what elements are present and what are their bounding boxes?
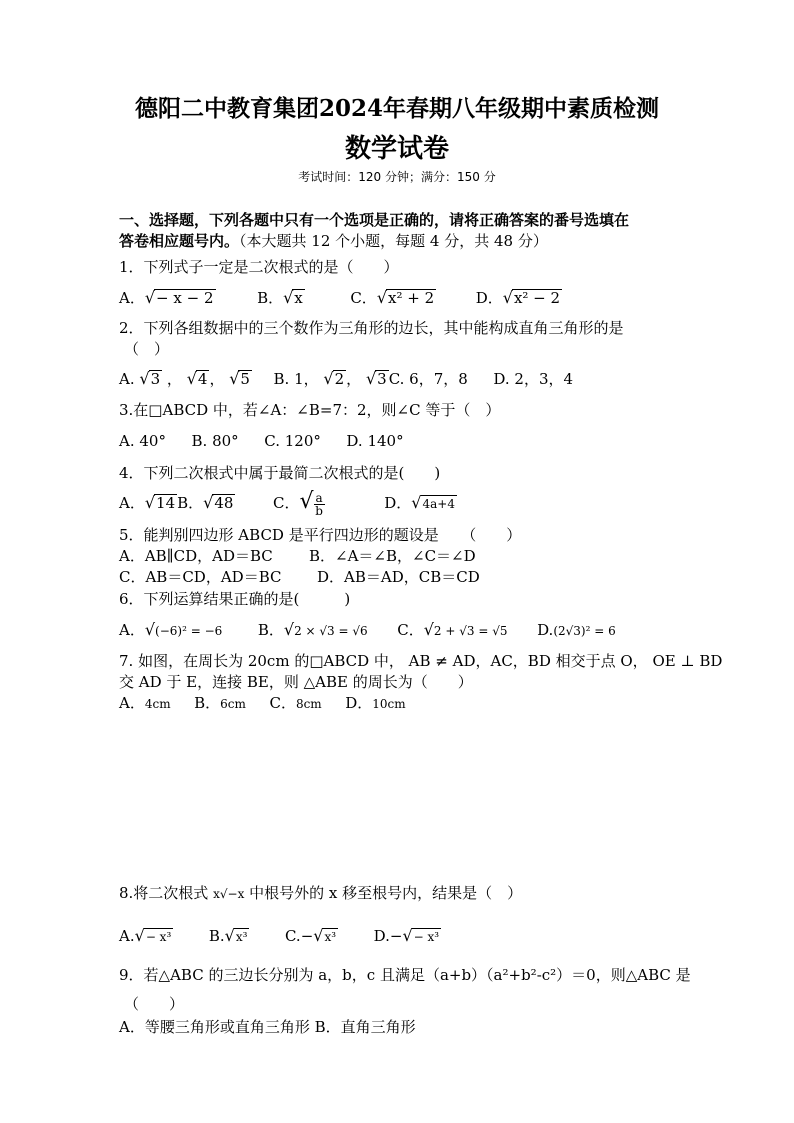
option-b-value-2: 3 [377,370,387,388]
option-c-label: C． [269,694,296,712]
section-heading-line2: 答卷相应题号内。 [119,232,240,250]
fraction-denominator: b [315,503,323,518]
option-b: B. 80° [191,432,239,450]
option-a-value: 4cm [144,697,171,711]
question-5-option-c: C．AB＝CD，AD＝BC [119,568,282,586]
option-b-label: B． [177,494,204,512]
question-5-option-a: A．AB∥CD，AD＝BC [119,547,273,565]
option-d-label: D． [345,694,373,712]
section-heading-line1: 一、选择题，下列各题中只有一个选项是正确的，请将正确答案的番号选填在 [119,211,630,229]
option-a-expression: (−6)² = −6 [155,624,223,638]
option-c-expression: 2 + √3 = √5 [433,624,508,638]
option-b-label: B． [257,621,284,639]
option-a-label: A． [119,621,145,639]
option-d-label: D. [373,927,390,945]
option-d-radicand: − x³ [413,930,440,944]
question-3-options [119,432,404,450]
question-8-stem-pre: 8.将二次根式 [119,884,214,902]
question-2-paren: （ ） [124,340,170,358]
option-a-value-3: 5 [240,370,250,388]
option-b-label: B． [257,289,284,307]
option-d-radicand: x² − 2 [513,289,561,307]
option-b-expression: 2 × √3 = √6 [294,624,368,638]
question-6-options: A．√(−6)² = −6 B．√2 × √3 = √6 C．√2 + √3 = √5 D.(2√3)² = 6 [119,620,616,639]
question-8-expression: x√−x [213,887,245,901]
page-subtitle: 数学试卷 [344,134,449,164]
question-6-stem: 6．下列运算结果正确的是( ) [119,590,351,608]
option-c: C. 6，7，8 [388,370,468,388]
option-d-expression: (2√3)² = 6 [553,624,616,638]
option-a-value-1: 3 [150,370,161,388]
option-d-label: D． [384,494,412,512]
option-d-value: 10cm [372,697,406,711]
option-a-value-2: 4 [197,370,208,388]
option-a-label: A． [119,289,145,307]
option-c-label: C. [284,927,301,945]
question-2-stem: 2．下列各组数据中的三个数作为三角形的边长，其中能构成直角三角形的是 [119,319,624,337]
option-b-label: B． [194,694,221,712]
section-note: （本大题共 12 个小题，每题 4 分，共 48 分） [239,232,548,250]
option-a-radicand: 14 [156,494,176,512]
option-a-radicand: − x − 2 [156,289,214,307]
option-a-label: A． [119,494,145,512]
option-b-radicand: 48 [214,494,234,512]
question-9-stem: 9．若△ABC 的三边长分别为 a，b，c 且满足（a+b）（a²+b²-c²）＝0，则△ABC 是 [119,966,691,984]
option-b-radicand: x [294,289,303,307]
option-a: A. 40° [119,432,166,450]
option-a-radicand: − x³ [145,930,172,944]
question-1-stem: 1．下列式子一定是二次根式的是（ ） [119,258,399,276]
option-d-label: D. [537,621,554,639]
option-b-label: B. 1， [273,370,319,388]
question-7-line2: 交 AD 于 E，连接 BE，则 △ABE 的周长为（ ） [119,673,473,691]
option-c: C. 120° [264,432,321,450]
question-5-option-b: B．∠A＝∠B，∠C＝∠D [309,547,476,565]
question-9-paren: （ ） [124,995,185,1013]
question-8-stem-post: 中根号外的 x 移至根号内，结果是（ ） [244,884,523,902]
option-c-radicand: x² + 2 [388,289,435,307]
option-a-label: A． [119,694,145,712]
question-2-options: A. √3 ， √4 ， √5 B. 1， √2 ， √3 C. 6，7，8 D. 2，3，4 [119,369,574,388]
question-5-stem: 5．能判别四边形 ABCD 是平行四边形的题设是 （ ） [119,526,522,544]
option-c-label: C． [397,621,424,639]
option-c-fraction [314,492,325,517]
option-d-radicand: 4a+4 [422,497,455,511]
option-b-value: 6cm [220,697,246,711]
question-4-stem: 4．下列二次根式中属于最简二次根式的是( ) [119,464,441,482]
option-d: D. 2，3，4 [493,370,574,388]
question-9-options-ab: A．等腰三角形或直角三角形 B．直角三角形 [119,1018,416,1036]
option-c-sign: − [300,927,314,945]
question-4-options: A．√14 B．√48 C．√ $\frac{a}{b}$ D．√4a+4 [119,489,455,518]
question-7-line1: 7. 如图，在周长为 20cm 的□ABCD 中， AB ≠ AD，AC，BD 相交于点 O， OE ⊥ BD [119,652,723,670]
question-8-stem [119,882,522,903]
option-a-label: A. [119,370,135,388]
question-1-options: A．√− x − 2 B．√x C．√x² + 2 D．√x² − 2 [119,288,561,307]
question-3-stem: 3.在□ABCD 中，若∠A：∠B=7：2，则∠C 等于（ ） [119,401,501,419]
option-b-radicand: x³ [235,930,248,944]
fraction-numerator: a [315,490,323,505]
exam-meta: 考试时间：120 分钟；满分：150 分 [298,170,496,184]
option-c-value: 8cm [295,697,322,711]
question-7-options [119,692,406,713]
page-title: 德阳二中教育集团2024年春期八年级期中素质检测 [134,95,659,122]
option-b-value-1: 2 [334,370,345,388]
option-c-label: C． [350,289,377,307]
section-heading [119,210,629,252]
option-a-label: A. [119,927,135,945]
question-8-options: A.√− x³ B.√x³ C.−√x³ D.−√− x³ [119,926,440,945]
question-5-option-d: D．AB＝AD，CB＝CD [317,568,480,586]
option-d: D. 140° [346,432,404,450]
option-c-radicand: x³ [324,930,337,944]
option-d-sign: − [389,927,403,945]
option-d-label: D． [475,289,503,307]
option-c-label: C． [273,494,300,512]
option-b-label: B. [208,927,225,945]
